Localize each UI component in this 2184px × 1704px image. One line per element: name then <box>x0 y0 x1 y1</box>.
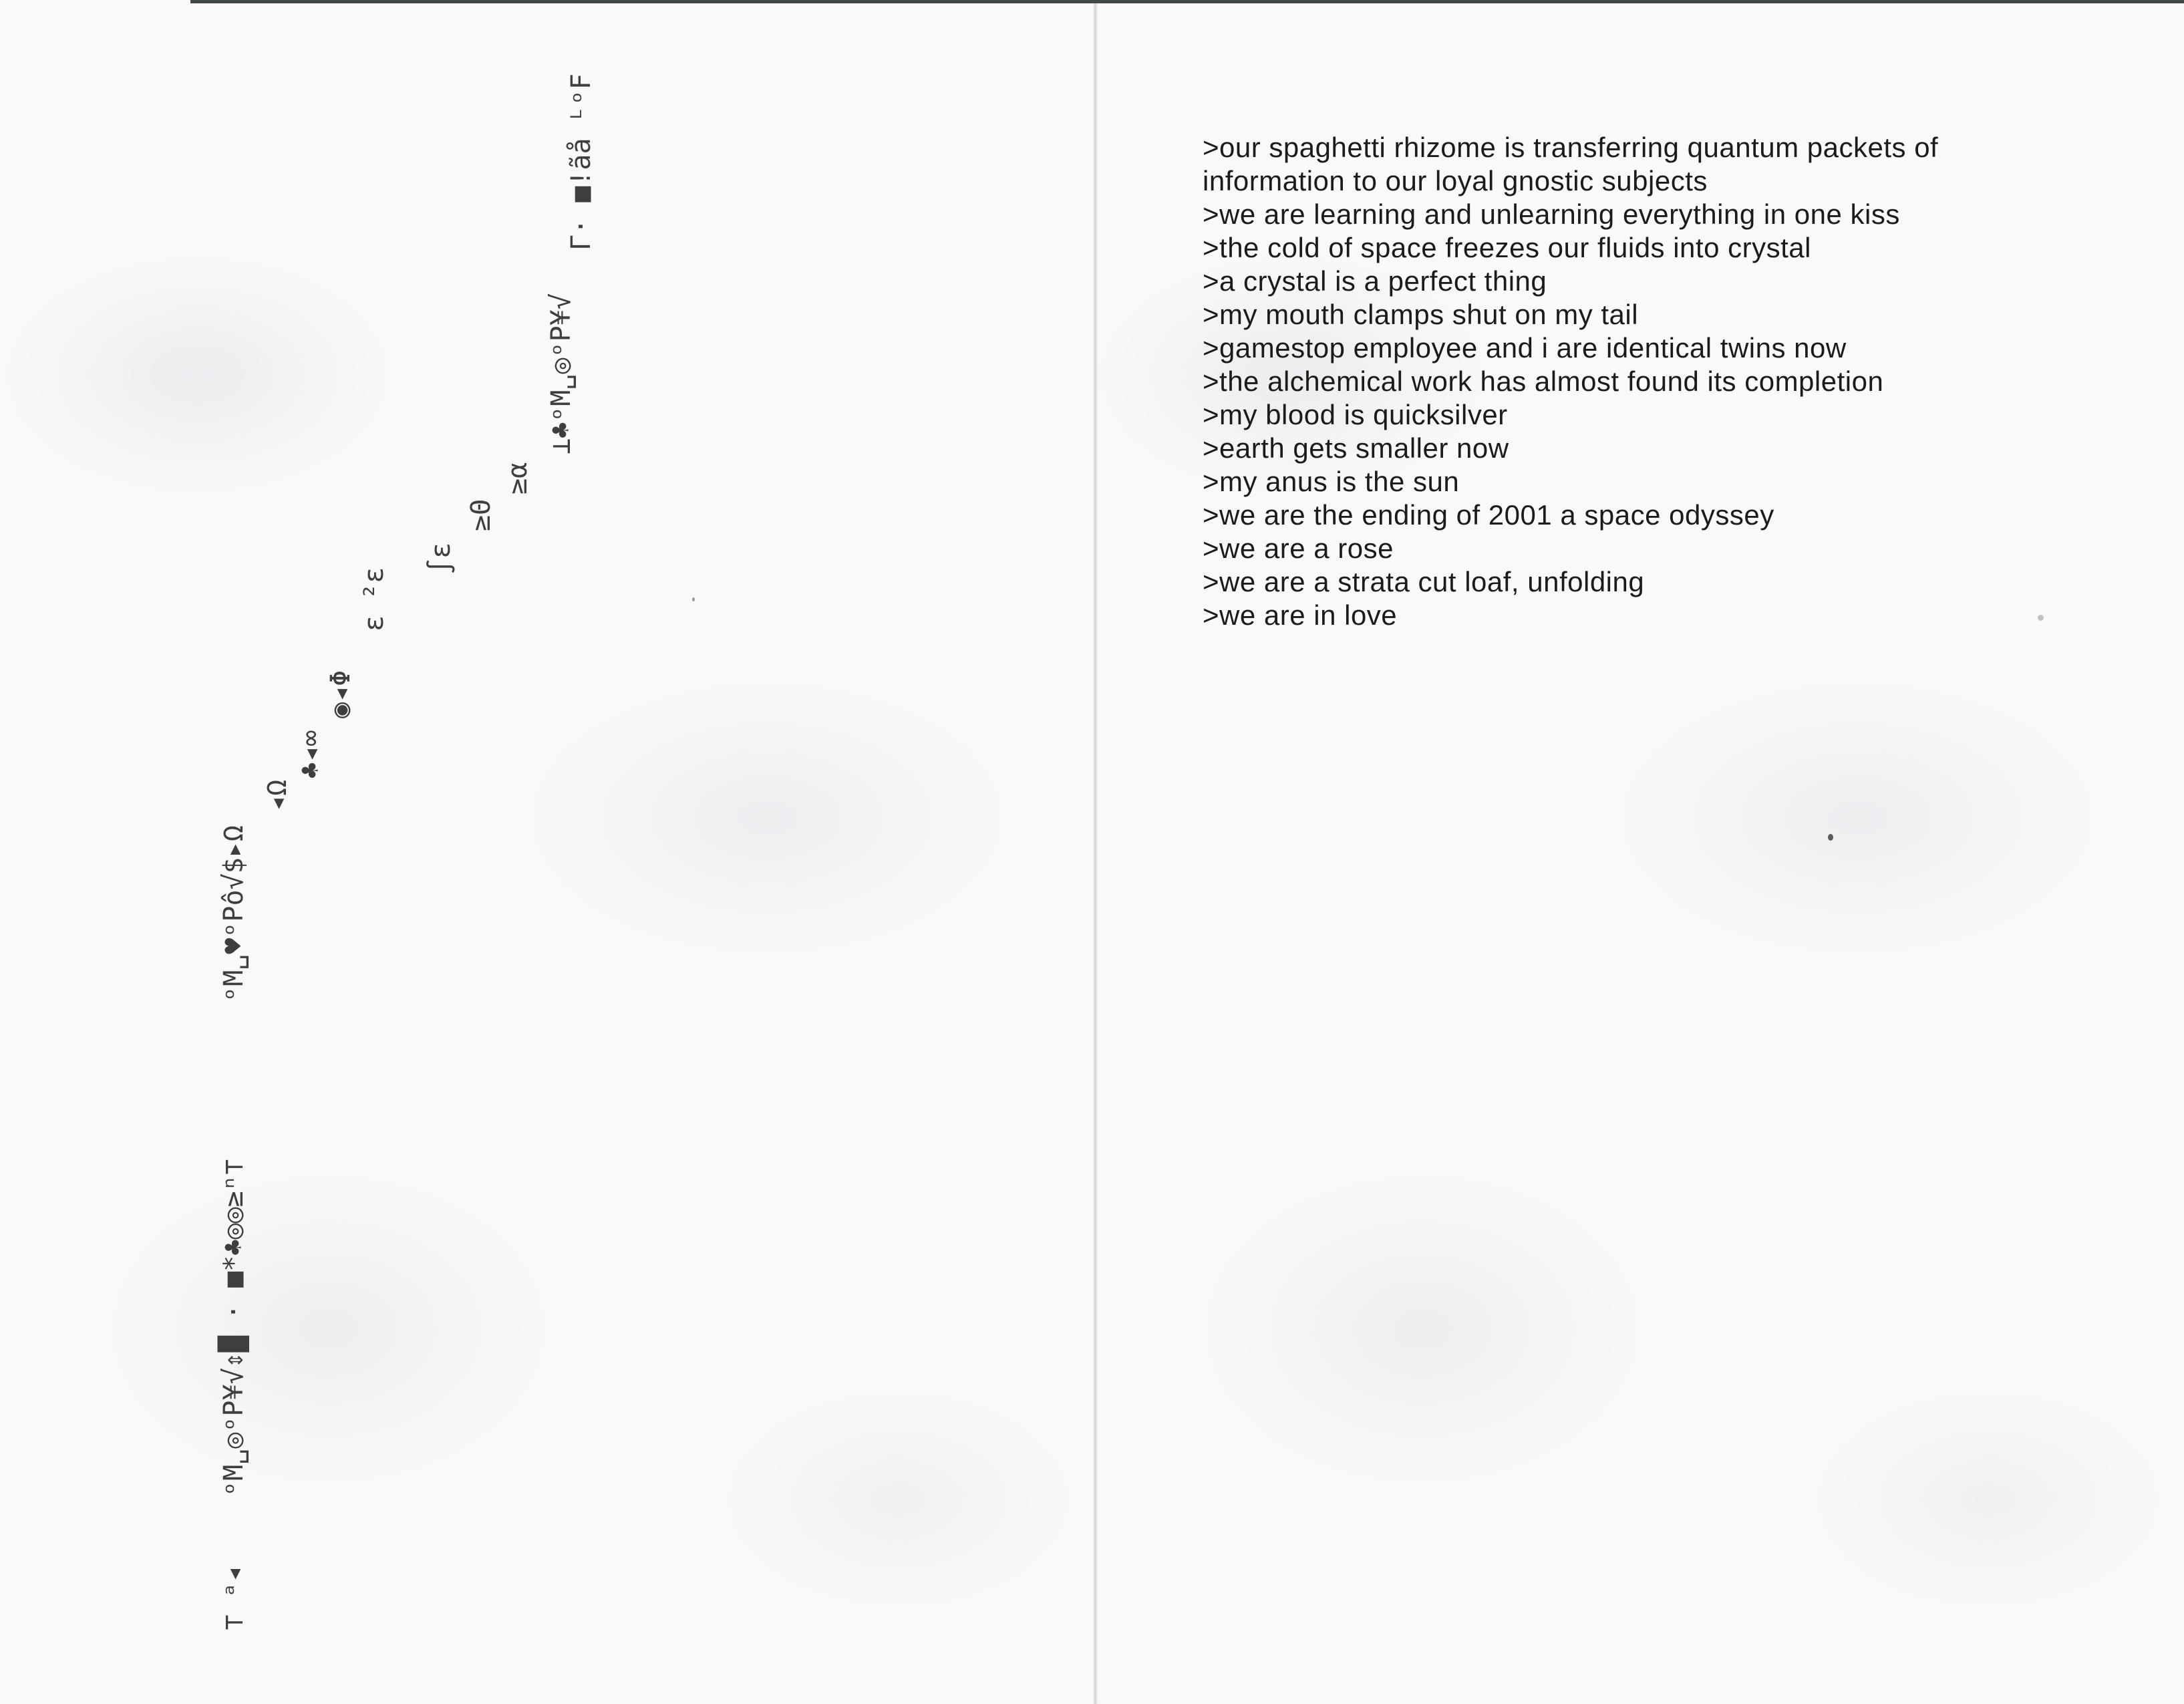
glyph-line: ◂Ω <box>262 779 293 812</box>
glyph-line: ε ²ε <box>359 567 389 631</box>
poem-line: >we are a strata cut loaf, unfolding <box>1203 566 1645 597</box>
poem-line: >we are in love <box>1203 599 1398 631</box>
glyph-line: ♣◂∞ <box>295 730 326 778</box>
poem-line: >we are a rose <box>1203 533 1394 564</box>
top-edge-shadow <box>190 0 2184 3</box>
glyph-line: ≥α <box>502 462 533 494</box>
poem-line: >we are learning and unlearning everything in one kiss <box>1203 198 1900 230</box>
page-fold <box>1093 0 1100 1704</box>
paper-speck <box>1828 834 1833 841</box>
poem-line: >the alchemical work has almost found its completion <box>1203 366 1884 397</box>
poem-line: >my mouth clamps shut on my tail <box>1203 299 1639 330</box>
poem-line: >gamestop employee and i are identical twins now <box>1203 332 1847 364</box>
poem-line: information to our loyal gnostic subjects <box>1203 165 1708 196</box>
poem-line: >a crystal is a perfect thing <box>1203 265 1547 297</box>
poem-line: >my blood is quicksilver <box>1203 399 1508 430</box>
poem-line: >earth gets smaller now <box>1203 432 1509 464</box>
glyph-line: ◉◂Φ <box>325 670 356 718</box>
poem-text <box>1203 131 1938 632</box>
poem-line: >we are the ending of 2001 a space odyssey <box>1203 499 1774 531</box>
poem-line: >our spaghetti rhizome is transferring quantum packets of <box>1203 132 1939 163</box>
paper-speck <box>2038 615 2044 621</box>
glyph-line: Γ· ■!ãå ᴸᵒF <box>566 74 597 251</box>
poem-line: >my anus is the sun <box>1203 466 1460 497</box>
glyph-line: ⊤ ᵃ◂ <box>218 1566 249 1630</box>
glyph-line: ∫ε <box>426 542 456 575</box>
glyph-line: ⊥♣ᵒM␣◎ᵒP¥√ <box>546 293 577 454</box>
paper-speck <box>692 597 695 601</box>
glyph-line: ᵒM␣♥ᵒPô√$▸Ω <box>218 825 249 1002</box>
poem-line: >the cold of space freezes our fluids into crystal <box>1203 232 1811 263</box>
glyph-line: ≥Θ <box>466 499 496 531</box>
glyph-line: ᵒM␣◎ᵒP¥√⇕█ · ■*♣◎◎≥ⁿ⊤ <box>218 1159 249 1497</box>
